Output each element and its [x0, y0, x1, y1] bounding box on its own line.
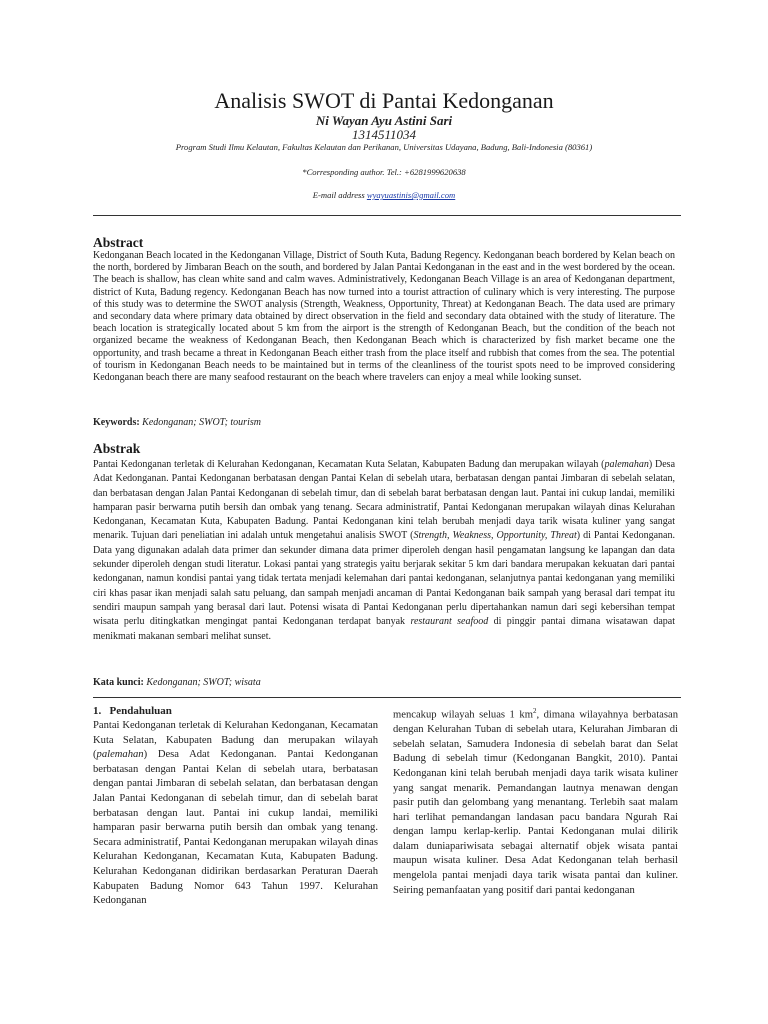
- keywords-label: Keywords:: [93, 417, 140, 428]
- header-divider: [93, 215, 681, 216]
- section-heading: [93, 705, 172, 717]
- abstrak-text-4: di pinggir pantai dimana wisatawan dapat menikmati makanan sembari melihat sunset.: [93, 616, 675, 642]
- right-column-text: [393, 704, 678, 898]
- section-title: Pendahuluan: [109, 705, 172, 717]
- abstrak-italic-2: Strength, Weakness, Opportunity, Threat: [413, 530, 577, 542]
- corresponding-author: *Corresponding author. Tel.: +6281999620638: [302, 167, 466, 177]
- paper-title: Analisis SWOT di Pantai Kedonganan: [214, 88, 554, 113]
- email-label: E-mail address: [312, 190, 365, 200]
- right-text-2: , dimana wilayahnya berbatasan dengan Kelurahan Tuban di sebelah utara, Kelurahan Jimbaran di sebelah selatan, Samudera Indonesia di sebelah barat dan Selat Badung di sebelah timur (Kedonganan Bangkit, 2010). Pantai Kedonganan kini telah berubah menjadi daya tarik wisata kuliner yang sangat menarik. Pemandangan lautnya menawan dengan pasir putih dan gelombang yang menantang. Terlebih saat malam hari terlihat pemandangan landasan pacu bandara Ngurah Rai dengan lampu kerlap-kerlip. Pantai Kedonganan mulai dilirik dalam duniapariwisata sebagai alternatif objek wisata pantai maupun wisata kuliner. Desa Adat Kedonganan telah berhasil mengelola pantai menjadi daya tarik wisata pantai dan kuliner. Seiring pemanfaatan yang positif dari pantai kedonganan: [393, 709, 678, 896]
- abstrak-text-3: ) di Pantai Kedonganan. Data yang digunakan adalah data primer dan sekunder dimana data primer diperoleh dengan hasil pengamatan langsung ke lapangan dan data sekunder diperoleh dengan studi literatur. Lokasi pantai yang strategis yaitu berjarak sekitar 5 km dari bandara merupakan kekuatan dari pantai kedonganan, namun kondisi pantai yang tidak tertata menjadi kelemahan dari pantai kedonganan, selanjutnya pantai kedonganan yang memiliki ciri khas pasar ikan menjadi salah satu peluang, dan sampah menjadi ancaman di Pantai Kedonganan baik sampah yang berasal dari tempat itu sendiri maupun sampah yang berasal dari laut. Potensi wisata di Pantai Kedonganan perlu dipertahankan namun dari segi kebersihan tempat wisata perlu ditingkatkan mengingat pantai Kedonganan terdapat banyak: [93, 530, 675, 628]
- abstrak-text-2: ) Desa Adat Kedonganan. Pantai Kedonganan berbatasan dengan Pantai Kelan di sebelah utara, berbatasan dengan pantai Jimbaran di sebelah selatan, dan berbatasan dengan Jalan Pantai Kedonganan di sebelah timur, dan di sebelah barat berbatasan dengan laut. Pantai ini cukup landai, memiliki hamparan pasir berwarna putih bersih dan ombak yang tenang. Secara administratif, Pantai Kedonganan merupakan wilayah dinas Kelurahan Kedonganan, Kecamatan Kuta, Kabupaten Badung. Pantai Kedonganan kini telah berubah menjadi daya tarik wisata kuliner yang sangat menarik. Tujuan dari peneliatian ini adalah untuk mengetahui analisis SWOT (: [93, 459, 676, 542]
- section-divider: [93, 697, 681, 698]
- section-number: 1.: [93, 705, 102, 717]
- email-line: [0, 190, 768, 200]
- abstract-body: Kedonganan Beach located in the Kedonganan Village, District of South Kuta, Badung Regency. Kedonganan beach bordered by Kelan beach on the north, bordered by Jimbaran Beach on the south, and bordered by Jalan Pantai Kedonganan in the east and in the west bordered by the ocean. The beach is shallow, has clean white sand and calm waves. Administratively, Kedonganan Beach Village is an area of Kedonganan department, district of Kuta, Badung regency. Kedonganan Beach has now turned into a tourist attraction of culinary which is very interesting. The purpose of this study was to determine the SWOT analysis (Strength, Weakness, Opportunity, Threat) at Kedonganan Beach. The data used are primary and secondary data where primary data obtained by direct observation in the field and secondary data obtained with the study of literature. The beach location is strategically located about 5 km from the airport is the strength of Kedonganan Beach, but the condition of the beach not organized became the weakness of Kedonganan Beach, then Kedonganan Beach which is characterized by fish market became one the opportunity, and trash became a threat in Kedonganan Beach either trash from the place itself and rubbish that comes from the sea. The potential of tourism in Kedonganan Beach needs to be maintained but in terms of the cleanliness of the tourist spots need to be improved considering Kedonganan beach there are many seafood restaurant on the beach where travelers can enjoy a meal while looking sunset.: [93, 250, 675, 384]
- left-italic-1: palemahan: [96, 749, 144, 761]
- left-text-2: ) Desa Adat Kedonganan. Pantai Kedonganan berbatasan dengan Pantai Kelan di sebelah utara, berbatasan dengan pantai Jimbaran di sebelah selatan, dan berbatasan dengan Jalan Pantai Kedonganan di sebelah timur, dan di sebelah barat berbatasan dengan laut. Pantai ini cukup landai, memiliki hamparan pasir berwarna putih bersih dan ombak yang tenang. Secara administratif, Pantai Kedonganan merupakan wilayah dinas Kelurahan Kedonganan, Kecamatan Kuta, Kabupaten Badung. Kelurahan Kedonganan didirikan berdasarkan Peraturan Daerah Kabupaten Badung Nomor 643 Tahun 1997. Kelurahan Kedonganan: [93, 749, 378, 907]
- keywords-value: Kedonganan; SWOT; tourism: [142, 417, 261, 428]
- left-text-1: Pantai Kedonganan terletak di Kelurahan Kedonganan, Kecamatan Kuta Selatan, Kabupaten Badung dan merupakan wilayah (: [93, 720, 378, 761]
- abstrak-body: [93, 458, 675, 644]
- abstract-keywords: [93, 417, 675, 428]
- abstrak-italic-3: restaurant seafood: [410, 616, 489, 628]
- abstrak-italic-1: palemahan: [604, 459, 649, 470]
- student-id: 1314511034: [351, 127, 417, 142]
- left-column-text: [93, 719, 378, 909]
- kata-kunci-label: Kata kunci:: [93, 677, 144, 688]
- affiliation: Program Studi Ilmu Kelautan, Fakultas Kelautan dan Perikanan, Universitas Udayana, Badung, Bali-Indonesia (80361): [175, 142, 593, 152]
- abstract-heading: Abstract: [93, 235, 144, 250]
- email-link[interactable]: wyayuastinis@gmail.com: [366, 190, 456, 200]
- superscript: 2: [532, 707, 537, 715]
- kata-kunci-value: Kedonganan; SWOT; wisata: [146, 677, 261, 688]
- abstrak-keywords: [93, 677, 675, 688]
- author-name: Ni Wayan Ayu Astini Sari: [315, 113, 453, 128]
- abstrak-heading: Abstrak: [93, 441, 141, 456]
- right-text-1: mencakup wilayah seluas 1 km: [393, 709, 533, 721]
- abstrak-text-1: Pantai Kedonganan terletak di Kelurahan Kedonganan, Kecamatan Kuta Selatan, Kabupaten Badung dan merupakan wilayah (: [93, 459, 605, 470]
